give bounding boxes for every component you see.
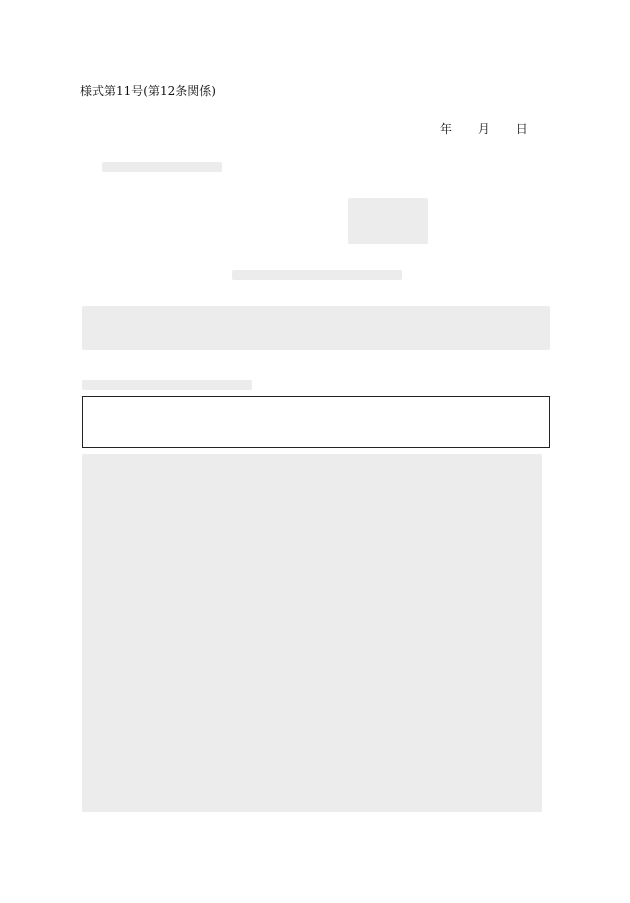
document-title-placeholder [232,270,402,280]
form-number: 様式第11号(第12条関係) [80,84,216,98]
section-heading-placeholder [82,380,252,390]
date-month: 月 [477,122,490,136]
date-line [440,120,550,137]
item-list-placeholder [82,454,542,812]
date-day: 日 [515,122,528,136]
ledger-table [82,396,550,448]
addressee-placeholder [102,162,222,172]
body-paragraph-placeholder [82,306,550,350]
date-year: 年 [440,122,453,136]
applicant-block-placeholder [348,198,428,244]
